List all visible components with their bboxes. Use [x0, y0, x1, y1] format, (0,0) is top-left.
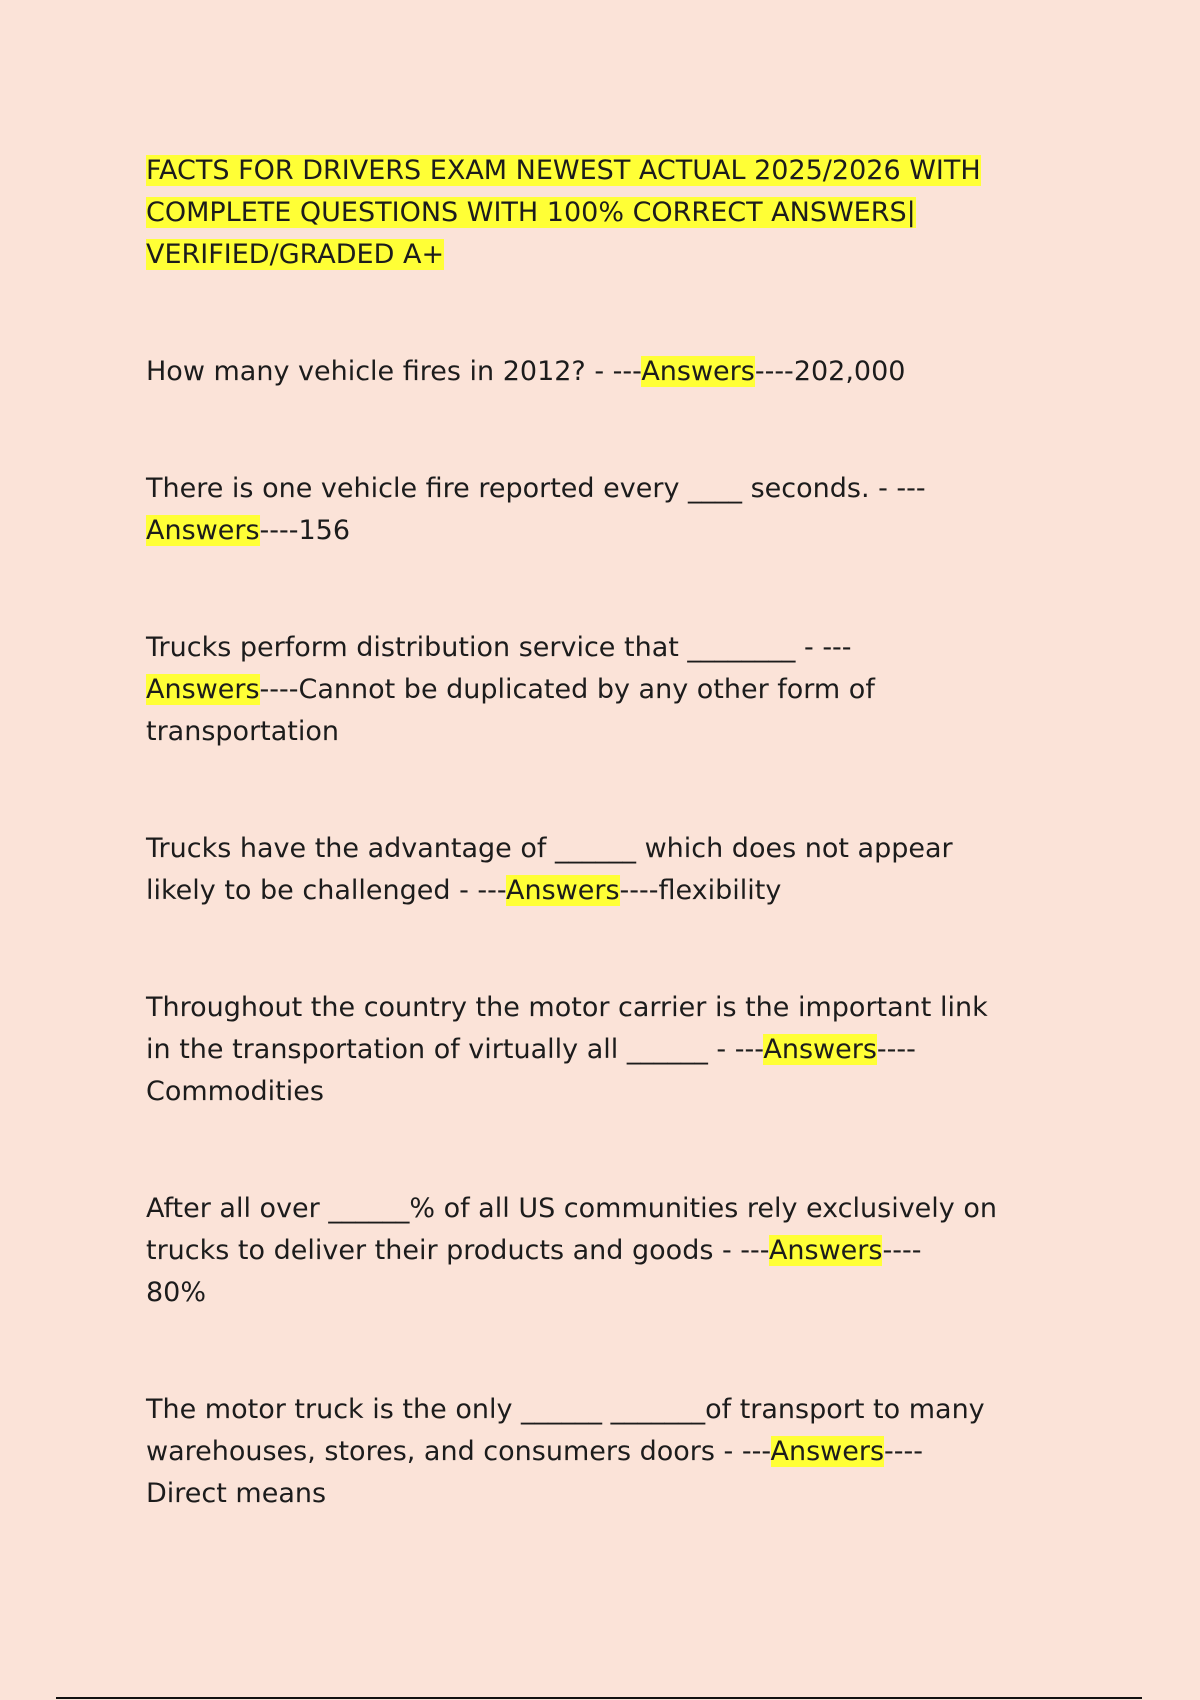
question-text: There is one vehicle fire reported every ____ seconds. - --- [146, 473, 926, 504]
document-body [146, 150, 1066, 1515]
question-text-continued: in the transportation of virtually all ______ - --- [146, 1034, 764, 1065]
question-text: After all over ______% of all US communities rely exclusively on [146, 1193, 997, 1224]
question-text: Throughout the country the motor carrier is the important link [146, 992, 988, 1023]
question-text: How many vehicle fires in 2012? - --- [146, 356, 642, 387]
title-line-1: FACTS FOR DRIVERS EXAM NEWEST ACTUAL 2025/2026 WITH [146, 155, 981, 186]
title-line-2: COMPLETE QUESTIONS WITH 100% CORRECT ANSWERS| [146, 197, 916, 228]
answer-text: 156 [298, 515, 351, 546]
question-text-continued: likely to be challenged - --- [146, 875, 507, 906]
qa-item-2 [146, 468, 1066, 552]
answer-text: 202,000 [793, 356, 906, 387]
qa-item-1 [146, 351, 1066, 393]
document-title [146, 150, 1066, 276]
answer-dashes: ---- [259, 674, 299, 705]
answer-text: Commodities [146, 1076, 324, 1107]
qa-item-4 [146, 828, 1066, 912]
answer-text: flexibility [658, 875, 782, 906]
answer-text: 80% [146, 1277, 207, 1308]
answers-marker: Answers [146, 674, 260, 705]
answer-text: Direct means [146, 1478, 327, 1509]
answer-dashes: ---- [882, 1235, 922, 1266]
answers-marker: Answers [506, 875, 620, 906]
qa-item-6 [146, 1188, 1066, 1314]
qa-item-5 [146, 987, 1066, 1113]
answers-marker: Answers [641, 356, 755, 387]
question-text: Trucks have the advantage of ______ which does not appear [146, 833, 953, 864]
answer-text-continued: transportation [146, 716, 340, 747]
answers-marker: Answers [146, 515, 260, 546]
question-text: The motor truck is the only ______ _______of transport to many [146, 1394, 985, 1425]
answer-dashes: ---- [884, 1436, 924, 1467]
answer-dashes: ---- [619, 875, 659, 906]
answer-dashes: ---- [876, 1034, 916, 1065]
page-bottom-rule [56, 1697, 1142, 1699]
question-text: Trucks perform distribution service that ________ - --- [146, 632, 852, 663]
answer-text: Cannot be duplicated by any other form of [298, 674, 875, 705]
question-text-continued: warehouses, stores, and consumers doors - --- [146, 1436, 771, 1467]
answers-marker: Answers [763, 1034, 877, 1065]
qa-item-3 [146, 627, 1066, 753]
qa-item-7 [146, 1389, 1066, 1515]
answers-marker: Answers [768, 1235, 883, 1266]
question-text-continued: trucks to deliver their products and goods - --- [146, 1235, 769, 1266]
answers-marker: Answers [770, 1436, 885, 1467]
title-line-3: VERIFIED/GRADED A+ [146, 239, 445, 270]
answer-dashes: ---- [754, 356, 794, 387]
answer-dashes: ---- [259, 515, 299, 546]
